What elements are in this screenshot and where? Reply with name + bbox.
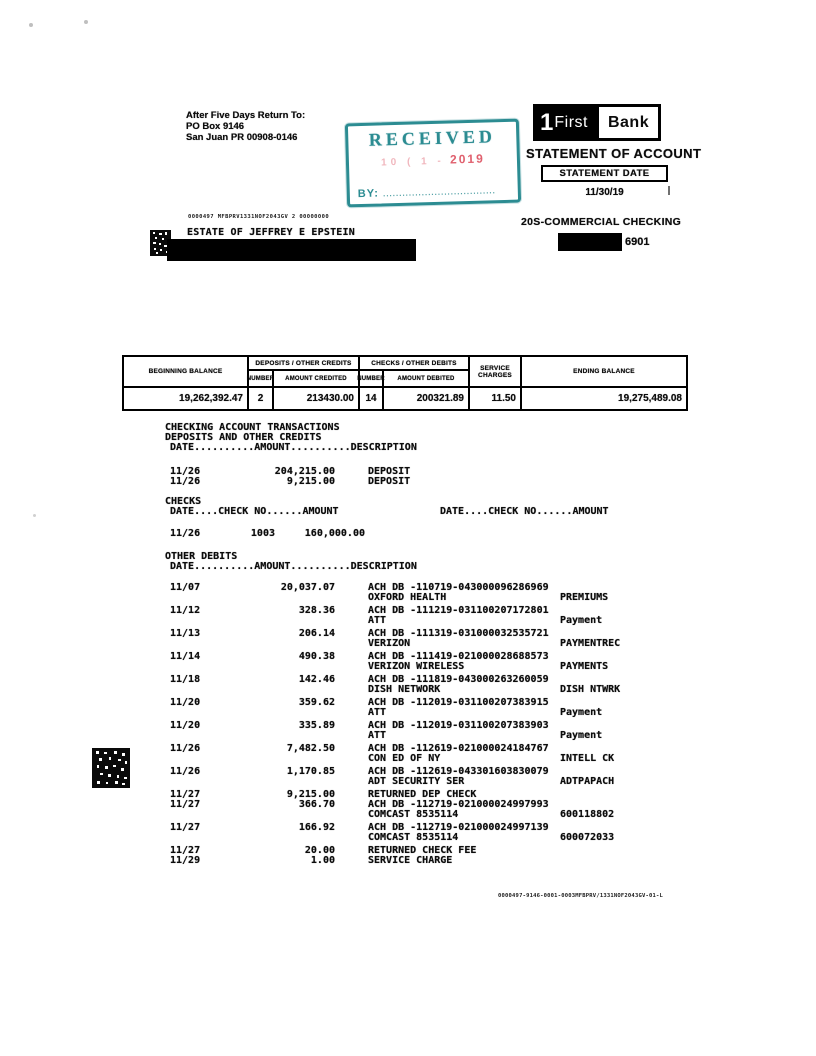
debit-description-line2: ADT SECURITY SER: [368, 776, 465, 787]
summary-table-header: [124, 357, 686, 386]
debit-description-line2: VERIZON WIRELESS: [368, 661, 465, 672]
debit-date: 11/29: [170, 855, 201, 866]
header-checks-title: CHECKS / OTHER DEBITS: [360, 357, 468, 371]
return-address-line: After Five Days Return To:: [186, 110, 306, 121]
deposits-columns-header: DATE..........AMOUNT..........DESCRIPTION: [170, 442, 417, 453]
debit-amount: 142.46: [298, 674, 335, 685]
document-footer-code: 0000497-9146-0001-0003MFBPRV/1331NOF2043GV-01-L: [498, 893, 664, 899]
other-debit-row: [165, 823, 740, 843]
check-rows: [165, 529, 740, 539]
debit-description-line1: SERVICE CHARGE: [368, 855, 453, 866]
received-stamp-dotted-line: ...................................: [382, 186, 496, 199]
debit-reference-tag: INTELL CK: [560, 753, 615, 764]
firstbank-logo-right: [596, 104, 661, 141]
account-number-redaction-bar: [558, 233, 622, 251]
debit-description-line1: RETURNED DEP CHECK: [368, 789, 477, 800]
received-stamp-title: RECEIVED: [368, 126, 497, 150]
header-amount-debited: AMOUNT DEBITED: [397, 375, 455, 382]
other-debit-row: [165, 856, 740, 866]
other-debit-row: [165, 583, 740, 603]
other-debit-row: [165, 800, 740, 820]
debit-amount: 1.00: [310, 855, 335, 866]
debit-description-line1: RETURNED CHECK FEE: [368, 845, 477, 856]
received-stamp-date: [349, 151, 517, 170]
other-debit-row: [165, 606, 740, 626]
value-deposits-number: 2: [249, 388, 274, 409]
deposit-rows: [165, 467, 740, 487]
header-ending-balance: ENDING BALANCE: [573, 368, 635, 375]
debit-description: [335, 652, 560, 672]
debit-amount: 7,482.50: [286, 743, 335, 754]
debit-description: [335, 823, 560, 843]
debit-date: 11/07: [170, 582, 201, 593]
debit-amount: 359.62: [298, 697, 335, 708]
debit-description-line2: COMCAST 8535114: [368, 832, 459, 843]
debit-description: [335, 856, 560, 866]
deposits-section-title: DEPOSITS AND OTHER CREDITS: [165, 432, 322, 443]
debit-date: 11/26: [170, 766, 201, 777]
debit-description-line2: ATT: [368, 615, 387, 626]
logo-number: 1: [540, 108, 554, 136]
checks-columns-header: [165, 507, 740, 517]
debit-date: 11/27: [170, 799, 201, 810]
debit-amount: 20.00: [304, 845, 335, 856]
debit-description-line1: ACH DB -112019-031100207383903: [368, 720, 549, 731]
value-beginning-balance: 19,262,392.47: [124, 388, 249, 409]
debit-reference-tag: 600118802: [560, 809, 615, 820]
debit-amount: 328.36: [298, 605, 335, 616]
value-ending-balance: 19,275,489.08: [618, 393, 682, 404]
debit-date: 11/27: [170, 822, 201, 833]
debit-reference-tag: PAYMENTS: [560, 661, 609, 672]
debit-date: 11/20: [170, 720, 201, 731]
debit-description-line1: ACH DB -112719-021000024997993: [368, 799, 549, 810]
debit-description-line2: ATT: [368, 730, 387, 741]
debit-amount: 206.14: [298, 628, 335, 639]
statement-date-label-box: STATEMENT DATE: [541, 165, 668, 182]
debit-amount: 9,215.00: [286, 789, 335, 800]
other-debit-row: [165, 629, 740, 649]
debit-amount: 20,037.07: [280, 582, 335, 593]
debit-date: 11/12: [170, 605, 201, 616]
debit-description: [335, 698, 560, 718]
checks-section-title: CHECKS: [165, 496, 202, 507]
address-redaction-bar: [167, 239, 416, 261]
firstbank-logo: [533, 104, 661, 141]
debit-reference-tag: PREMIUMS: [560, 592, 609, 603]
debit-description-line1: ACH DB -112619-021000024184767: [368, 743, 549, 754]
debit-date: 11/18: [170, 674, 201, 685]
debit-description-line1: ACH DB -112619-043301603830079: [368, 766, 549, 777]
deposit-description: DEPOSIT: [368, 466, 411, 477]
header-deposits-number: NUMBER: [249, 371, 274, 386]
debit-description-line2: OXFORD HEALTH: [368, 592, 447, 603]
deposit-date: 11/26: [170, 476, 201, 487]
debit-date: 11/27: [170, 845, 201, 856]
debit-description: [335, 800, 560, 820]
debit-description-line2: CON ED OF NY: [368, 753, 441, 764]
received-stamp-by-label: BY:: [357, 187, 380, 201]
check-amount: 160,000.00: [304, 528, 365, 539]
debit-reference-tag: Payment: [560, 730, 603, 741]
other-debits-section-title: OTHER DEBITS: [165, 551, 238, 562]
transactions-section-title: CHECKING ACCOUNT TRANSACTIONS: [165, 422, 340, 433]
other-debit-row: [165, 744, 740, 764]
received-stamp-by-line: [358, 184, 496, 200]
debit-description: [335, 583, 560, 603]
header-beginning-balance: BEGINNING BALANCE: [124, 357, 249, 386]
statement-of-account-title: STATEMENT OF ACCOUNT: [526, 146, 702, 161]
deposit-date: 11/26: [170, 466, 201, 477]
logo-bank-text: Bank: [607, 113, 650, 131]
debit-reference-tag: PAYMENTREC: [560, 638, 621, 649]
debit-date: 11/14: [170, 651, 201, 662]
debit-description-line1: ACH DB -112719-021000024997139: [368, 822, 549, 833]
debit-date: 11/27: [170, 789, 201, 800]
firstbank-logo-left: [533, 104, 596, 141]
debit-description-line1: ACH DB -111319-031000032535721: [368, 628, 549, 639]
debit-amount: 490.38: [298, 651, 335, 662]
mail-routing-code: 0000497 MFBPRV1331NOF2043GV 2 00000000: [188, 214, 330, 220]
debit-date: 11/20: [170, 697, 201, 708]
scan-artifact-dot: [29, 23, 33, 27]
check-row: [165, 529, 740, 539]
debit-description: [335, 767, 560, 787]
header-service-charges: SERVICE CHARGES: [470, 357, 522, 386]
account-type: 20S-COMMERCIAL CHECKING: [521, 216, 682, 228]
checks-columns-header-left: DATE....CHECK NO......AMOUNT: [170, 506, 339, 517]
debit-amount: 1,170.85: [286, 766, 335, 777]
received-stamp: [345, 119, 521, 208]
received-stamp-date-faint: 10 ( 1 -: [380, 155, 445, 169]
debit-description-line1: ACH DB -111819-043000263260059: [368, 674, 549, 685]
deposit-description: DEPOSIT: [368, 476, 411, 487]
header-deposits-group: [246, 357, 360, 386]
datamatrix-barcode: [92, 748, 130, 788]
scan-artifact-dot: [33, 514, 36, 517]
debit-reference-tag: ADTPAPACH: [560, 776, 615, 787]
return-address: [186, 110, 305, 143]
value-service-charges: 11.50: [470, 388, 522, 409]
value-amount-debited: 200321.89: [384, 388, 470, 409]
debit-reference-tag: 600072033: [560, 832, 615, 843]
scan-artifact-mark: [668, 186, 670, 195]
check-date: 11/26: [170, 528, 201, 539]
header-checks-number: NUMBER: [360, 371, 384, 386]
account-holder-name: ESTATE OF JEFFREY E EPSTEIN: [187, 227, 355, 238]
debit-reference-tag: DISH NTWRK: [560, 684, 621, 695]
other-debit-row: [165, 698, 740, 718]
debit-amount: 166.92: [298, 822, 335, 833]
account-number-visible-digits: 6901: [625, 236, 650, 248]
other-debits-columns-header: DATE..........AMOUNT..........DESCRIPTION: [170, 561, 417, 572]
debit-amount: 335.89: [298, 720, 335, 731]
debit-description-line1: ACH DB -110719-043000096286969: [368, 582, 549, 593]
return-address-line: PO Box 9146: [186, 121, 245, 132]
other-debit-rows: [165, 583, 740, 866]
account-summary-table: [122, 355, 688, 411]
debit-date: 11/26: [170, 743, 201, 754]
other-debit-row: [165, 721, 740, 741]
header-checks-group: [357, 357, 470, 386]
debit-reference-tag: Payment: [560, 707, 603, 718]
statement-date-value: 11/30/19: [585, 187, 624, 198]
check-number: 1003: [250, 528, 275, 539]
other-debit-row: [165, 846, 740, 856]
other-debit-row: [165, 652, 740, 672]
debit-description: [335, 629, 560, 649]
logo-first-text: First: [554, 113, 588, 131]
value-amount-credited: 213430.00: [274, 388, 360, 409]
other-debit-row: [165, 767, 740, 787]
deposit-row: [165, 467, 740, 477]
summary-table-values: [124, 386, 686, 409]
debit-description-line1: ACH DB -111419-021000028688573: [368, 651, 549, 662]
debit-reference-tag: Payment: [560, 615, 603, 626]
debit-description: [335, 721, 560, 741]
debit-description-line1: ACH DB -112019-031100207383915: [368, 697, 549, 708]
return-address-line: San Juan PR 00908-0146: [186, 132, 298, 143]
debit-description-line2: DISH NETWORK: [368, 684, 441, 695]
debit-description-line2: ATT: [368, 707, 387, 718]
deposit-row: [165, 477, 740, 487]
transactions-block: [165, 423, 740, 866]
header-deposits-title: DEPOSITS / OTHER CREDITS: [249, 357, 358, 371]
scan-artifact-dot: [84, 20, 88, 24]
deposit-amount: 9,215.00: [286, 476, 335, 487]
debit-description-line2: VERIZON: [368, 638, 411, 649]
received-stamp-date-year: 2019: [449, 151, 485, 167]
header-amount-credited: AMOUNT CREDITED: [285, 375, 347, 382]
debit-description-line1: ACH DB -111219-031100207172801: [368, 605, 549, 616]
other-debit-row: [165, 675, 740, 695]
checks-columns-header-right: DATE....CHECK NO......AMOUNT: [440, 506, 609, 517]
debit-date: 11/13: [170, 628, 201, 639]
debit-description-line2: COMCAST 8535114: [368, 809, 459, 820]
value-checks-number: 14: [360, 388, 384, 409]
debit-description: [335, 744, 560, 764]
debit-description: [335, 606, 560, 626]
debit-amount: 366.70: [298, 799, 335, 810]
deposit-amount: 204,215.00: [274, 466, 335, 477]
debit-description: [335, 675, 560, 695]
